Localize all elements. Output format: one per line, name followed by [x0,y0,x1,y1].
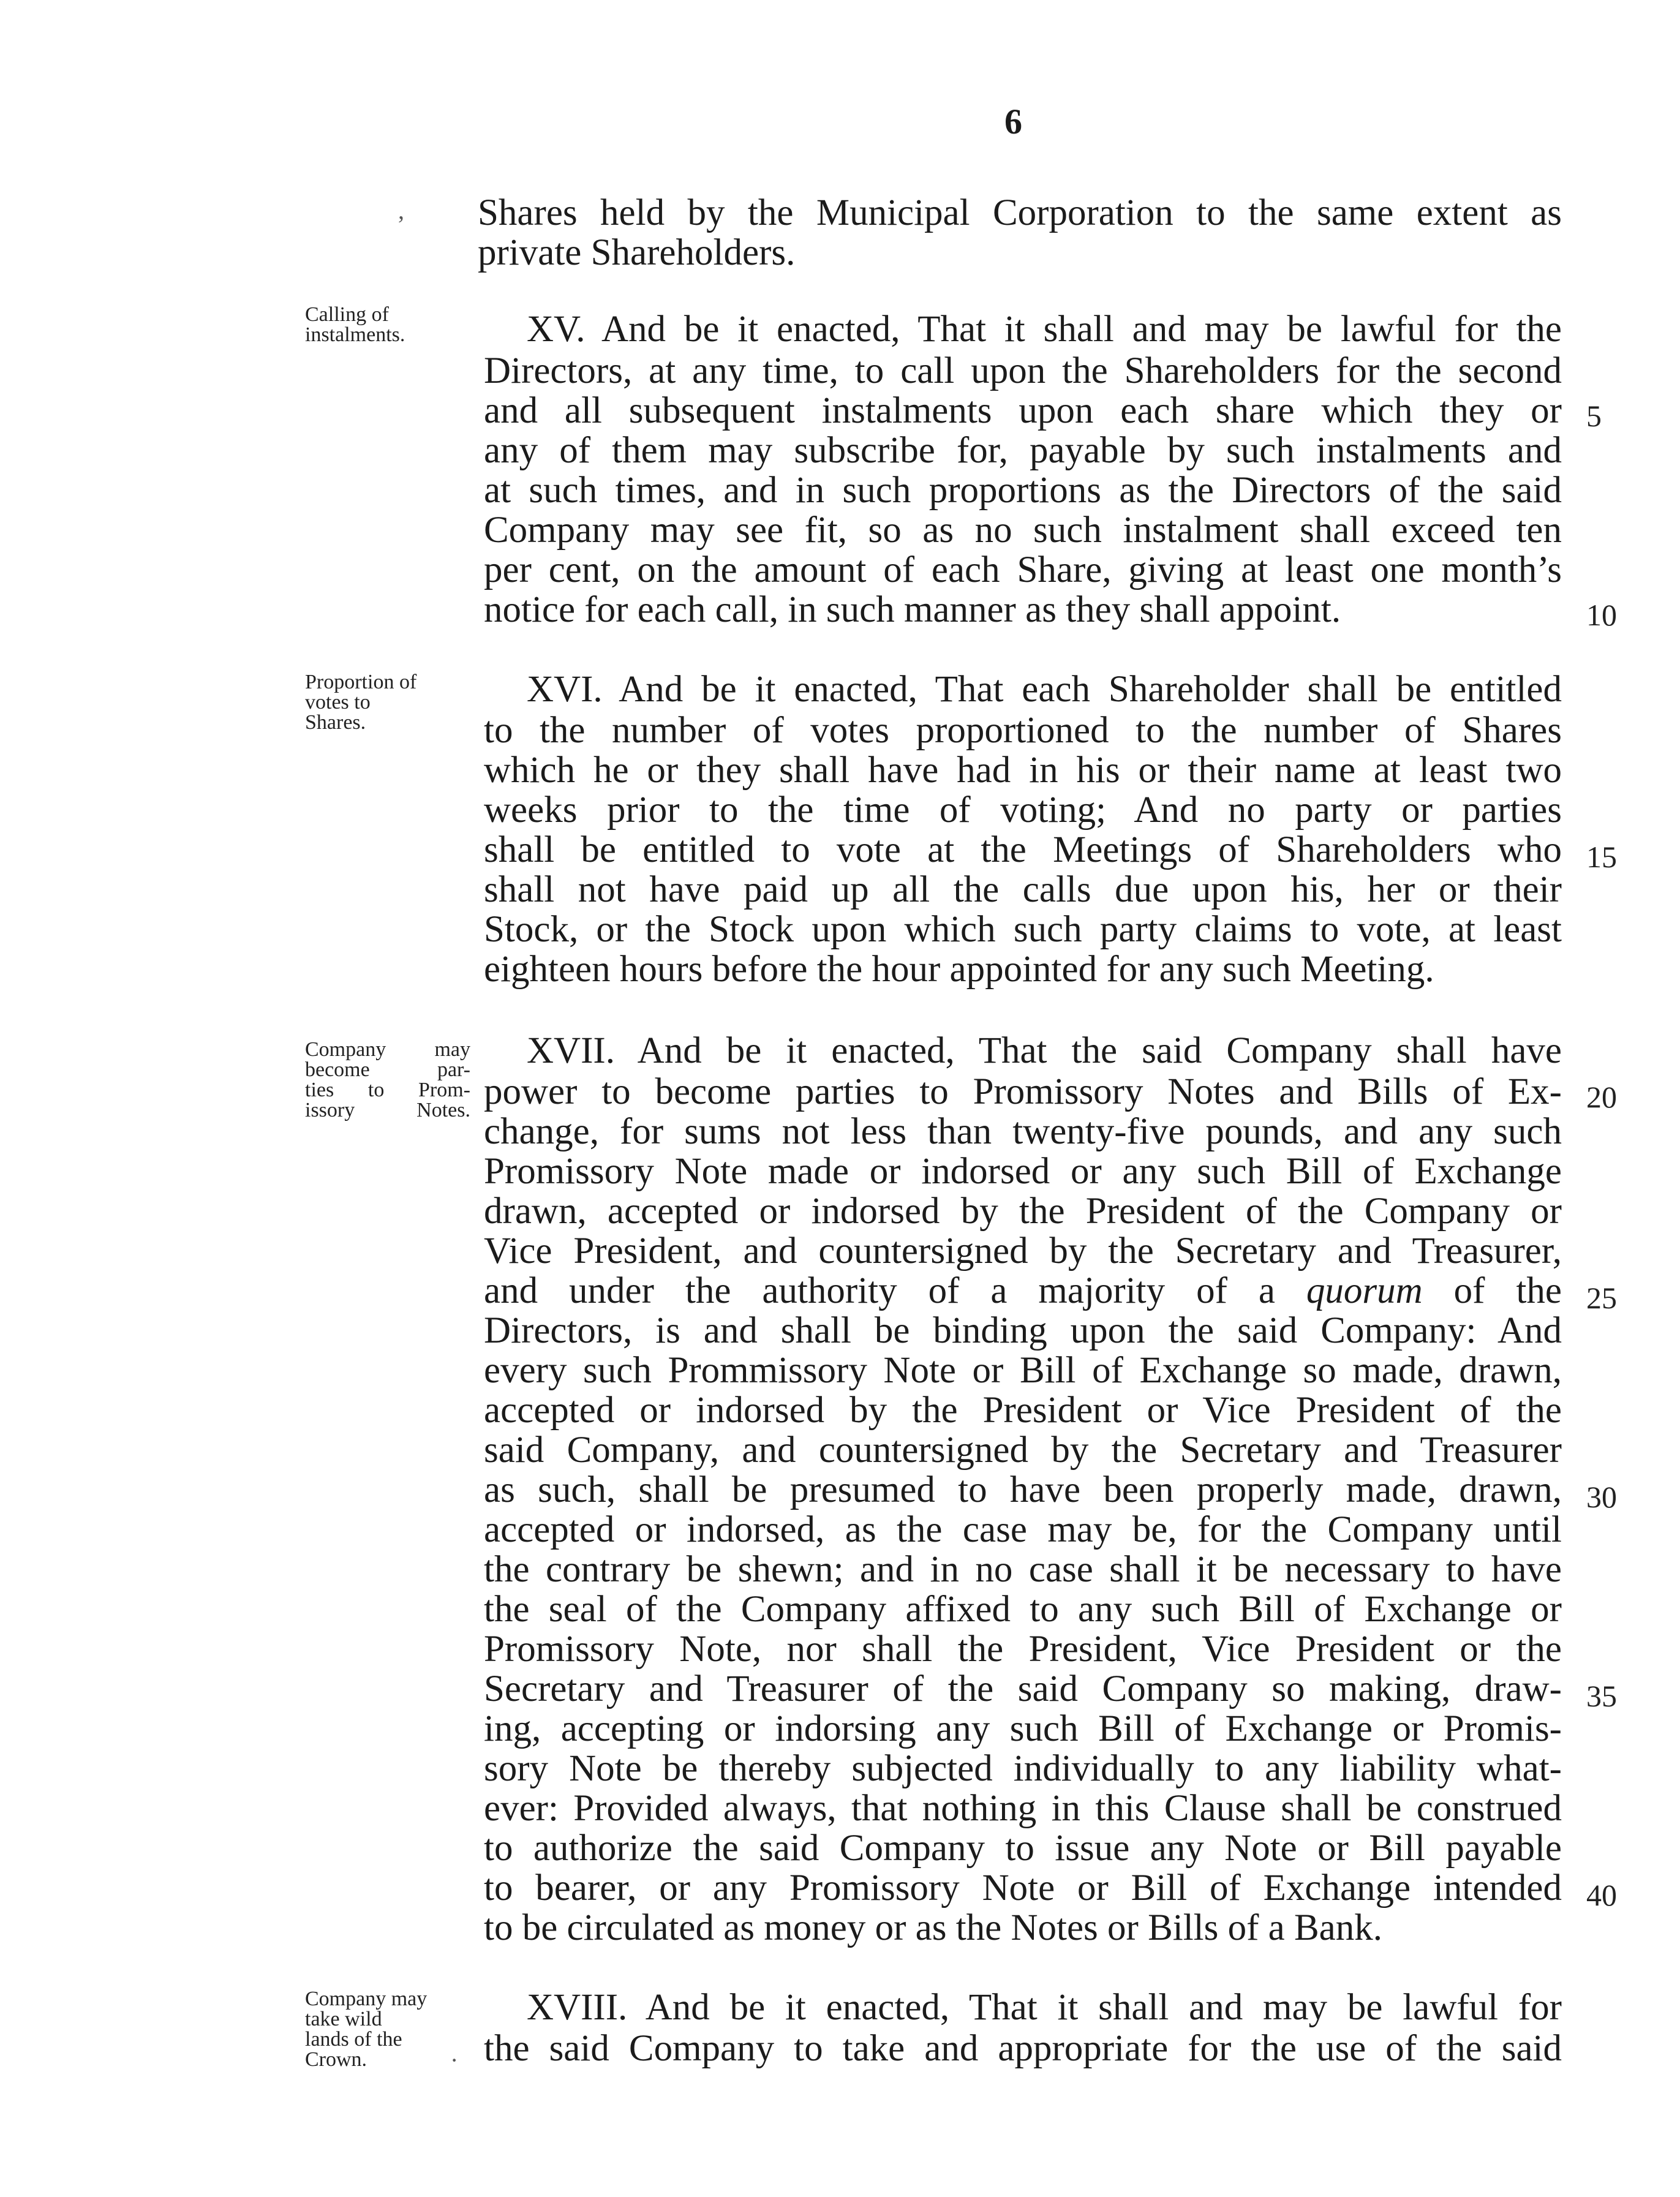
text-line: eighteen hours before the hour appointed for any such Meeting. [484,949,1434,990]
line-number: 15 [1586,840,1617,874]
text-line: private Shareholders. [478,232,796,273]
text-line: Shares held by the Municipal Corporation to the same extent as [478,192,1562,233]
text-line: accepted or indorsed, as the case may be, for the Company until [484,1509,1562,1550]
text-line: per cent, on the amount of each Share, giving at least one month’s [484,549,1562,590]
marginal-note-line: lands of the [305,2028,402,2051]
text-line: the said Company to take and appropriate for the use of the said [484,2028,1562,2069]
page-number: 6 [1004,102,1022,141]
marginal-note-line: take wild [305,2008,382,2030]
text-line: Directors, at any time, to call upon the Shareholders for the second [484,350,1562,391]
marginal-note-line: Shares. [305,711,366,734]
section-heading-line: XV. And be it enacted, That it shall and may be lawful for the [527,309,1562,350]
marginal-note-promissory [305,1039,470,1120]
text-line: the contrary be shewn; and in no case shall it be necessary to have [484,1549,1562,1590]
stray-mark: · [450,2046,459,2074]
marginal-note-line: Calling of [305,303,389,326]
marginal-note-proportion [305,672,470,733]
text-line: Promissory Note made or indorsed or any such Bill of Exchange [484,1151,1562,1192]
text-line: any of them may subscribe for, payable by such instalments and [484,430,1562,471]
text-line: accepted or indorsed by the President or Vice President of the [484,1390,1562,1431]
section-heading-line: XVII. And be it enacted, That the said Company shall have [527,1030,1562,1071]
text-line: to be circulated as money or as the Notes or Bills of a Bank. [484,1907,1383,1948]
marginal-note-line: votes to [305,691,371,714]
text-line-quorum: and under the authority of a majority of a quorum of the [484,1270,1562,1311]
text-line: drawn, accepted or indorsed by the President of the Company or [484,1191,1562,1232]
text-line: ever: Provided always, that nothing in this Clause shall be construed [484,1788,1562,1829]
text-line: every such Prommissory Note or Bill of Exchange so made, drawn, [484,1350,1562,1391]
section-heading-line: XVI. And be it enacted, That each Shareholder shall be entitled [527,669,1562,710]
text-line: Stock, or the Stock upon which such party claims to vote, at least [484,909,1562,950]
text-line: to the number of votes proportioned to the number of Shares [484,710,1562,751]
text-line: notice for each call, in such manner as they shall appoint. [484,589,1341,630]
marginal-note-line: become par- [305,1058,470,1081]
text-line: at such times, and in such proportions as the Directors of the said [484,470,1562,511]
text-line: shall be entitled to vote at the Meetings of Shareholders who [484,829,1562,870]
text-line: which he or they shall have had in his or their name at least two [484,750,1562,791]
text-line: and all subsequent instalments upon each share which they or [484,390,1562,431]
text-line: as such, shall be presumed to have been properly made, drawn, [484,1469,1562,1510]
text-line: the seal of the Company affixed to any such Bill of Exchange or [484,1589,1562,1630]
line-number: 30 [1586,1480,1617,1514]
text-line: Vice President, and countersigned by the Secretary and Treasurer, [484,1230,1562,1272]
marginal-note-line: instalments. [305,323,405,346]
marginal-note-line: Company may [305,1988,428,2010]
line-number: 25 [1586,1281,1617,1315]
text-line: change, for sums not less than twenty-five pounds, and any such [484,1111,1562,1152]
marginal-note-calling [305,304,470,345]
text-line: to authorize the said Company to issue any Note or Bill payable [484,1828,1562,1869]
marginal-note-line: Company may [305,1038,470,1061]
text-line: to bearer, or any Promissory Note or Bill of Exchange intended [484,1867,1562,1909]
stray-mark: , [398,197,404,224]
line-number: 35 [1586,1679,1617,1713]
text-line: sory Note be thereby subjected individually to any liability what- [484,1748,1562,1789]
marginal-note-line: Crown. [305,2048,367,2071]
marginal-note-wild-lands [305,1989,470,2070]
marginal-note-line: issory Notes. [305,1099,470,1121]
text-line: Directors, is and shall be binding upon the said Company: And [484,1310,1562,1351]
marginal-note-line: ties to Prom- [305,1079,470,1101]
text-line: Secretary and Treasurer of the said Company so making, draw- [484,1668,1562,1709]
text-line: Promissory Note, nor shall the President, Vice President or the [484,1629,1562,1670]
text-line: power to become parties to Promissory Notes and Bills of Ex- [484,1071,1562,1112]
section-heading-line: XVIII. And be it enacted, That it shall and may be lawful for [527,1987,1562,2028]
line-number: 10 [1586,598,1617,632]
text-line: weeks prior to the time of voting; And no party or parties [484,789,1562,831]
quorum-italic: quorum [1306,1270,1423,1311]
text-line: shall not have paid up all the calls due upon his, her or their [484,869,1562,910]
line-number: 40 [1586,1878,1617,1912]
text-line: ing, accepting or indorsing any such Bill of Exchange or Promis- [484,1708,1562,1749]
line-number: 5 [1586,399,1602,433]
text-line: Company may see fit, so as no such instalment shall exceed ten [484,510,1562,551]
marginal-note-line: Proportion of [305,671,417,693]
line-number: 20 [1586,1080,1617,1114]
text-line: said Company, and countersigned by the Secretary and Treasurer [484,1430,1562,1471]
